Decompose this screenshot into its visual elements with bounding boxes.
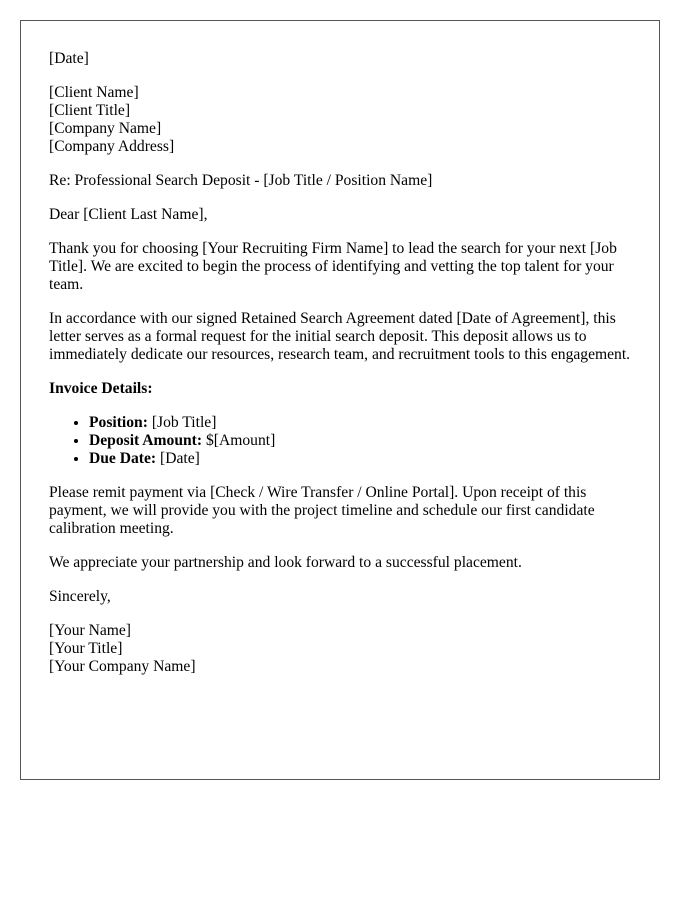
invoice-item-value: [Job Title] [151,414,217,431]
invoice-item-value: $[Amount] [205,432,276,449]
invoice-item-label: Due Date: [89,450,157,467]
invoice-item-value: [Date] [160,450,200,467]
invoice-item-label: Position: [89,414,148,431]
client-title: [Client Title] [49,102,131,119]
invoice-heading: Invoice Details: [49,380,153,397]
invoice-item-deposit-amount [89,432,631,450]
appreciation-paragraph: We appreciate your partnership and look forward to a successful placement. [49,554,522,571]
recipient-address-block [49,84,631,156]
invoice-item-due-date [89,450,631,468]
closing: Sincerely, [49,588,111,605]
agreement-paragraph: In accordance with our signed Retained Search Agreement dated [Date of Agreement], this letter serves as a formal request for the initial search deposit. This deposit allows us to immediately dedicate our resources, research team, and recruitment tools to this engagement. [49,310,631,363]
sender-company-name: [Your Company Name] [49,658,196,675]
subject-line: Re: Professional Search Deposit - [Job Title / Position Name] [49,172,433,189]
invoice-item-label: Deposit Amount: [89,432,203,449]
letter-page [20,20,660,780]
invoice-item-position [89,414,631,432]
salutation: Dear [Client Last Name], [49,206,208,223]
letter-date [49,50,631,68]
payment-paragraph: Please remit payment via [Check / Wire Transfer / Online Portal]. Upon receipt of this payment, we will provide you with the project timeline and schedule our first candidate calibration meeting. [49,484,595,537]
company-address: [Company Address] [49,138,175,155]
sender-name: [Your Name] [49,622,132,639]
intro-paragraph: Thank you for choosing [Your Recruiting Firm Name] to lead the search for your next [Job Title]. We are excited to begin the process of identifying and vetting the top talent for your team. [49,240,617,293]
sender-title: [Your Title] [49,640,123,657]
invoice-details-list [49,414,631,468]
company-name: [Company Name] [49,120,162,137]
date-text: [Date] [49,50,89,67]
client-name: [Client Name] [49,84,139,101]
signature-block [49,622,631,676]
